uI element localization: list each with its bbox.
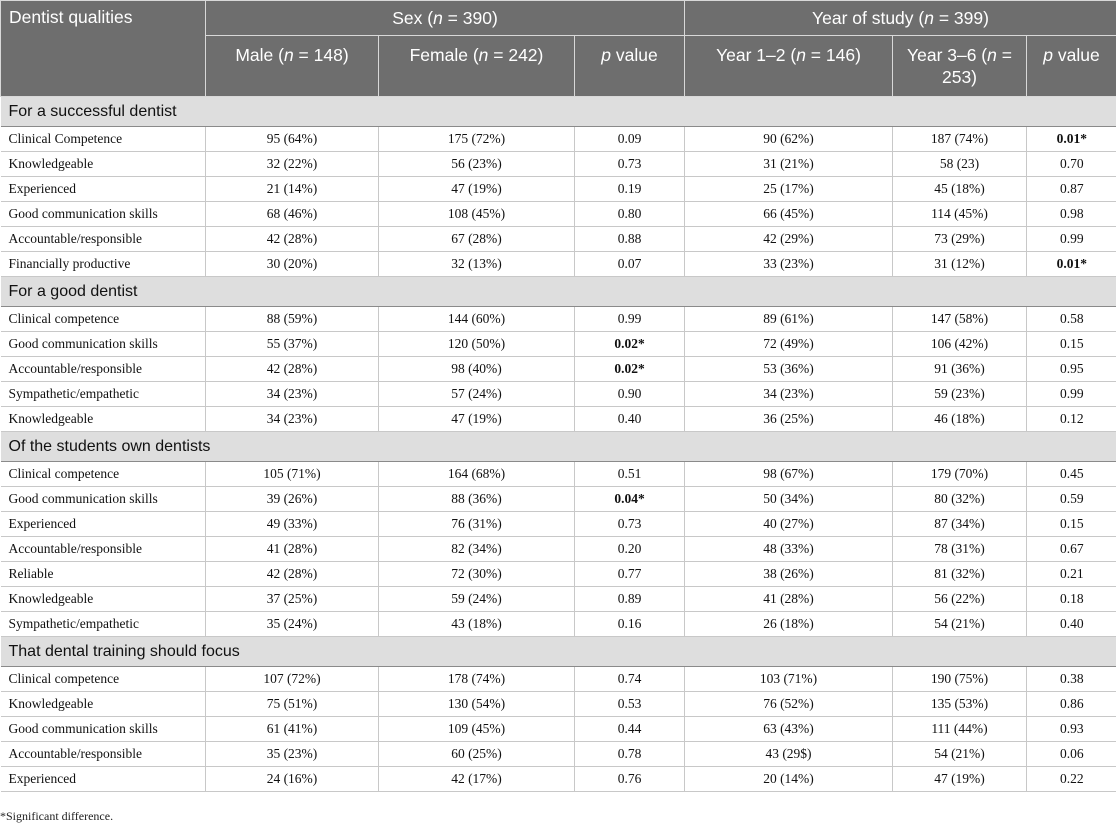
- header-year-1-2: Year 1–2 (n = 146): [685, 36, 893, 97]
- row-label: Experienced: [1, 767, 206, 792]
- row-label: Sympathetic/empathetic: [1, 382, 206, 407]
- table-cell: 41 (28%): [206, 537, 379, 562]
- table-cell: 33 (23%): [685, 252, 893, 277]
- table-cell: 80 (32%): [893, 487, 1027, 512]
- table-cell: 72 (30%): [379, 562, 575, 587]
- table-cell: 56 (22%): [893, 587, 1027, 612]
- row-label: Accountable/responsible: [1, 742, 206, 767]
- table-cell: 0.90: [575, 382, 685, 407]
- row-label: Good communication skills: [1, 717, 206, 742]
- table-cell: 98 (40%): [379, 357, 575, 382]
- section-title: For a good dentist: [1, 277, 1116, 307]
- table-cell: 0.95: [1027, 357, 1116, 382]
- row-label: Clinical Competence: [1, 127, 206, 152]
- table-cell: 0.89: [575, 587, 685, 612]
- header-year-3-6: Year 3–6 (n = 253): [893, 36, 1027, 97]
- table-header: [1, 1, 1116, 97]
- table-row: [1, 767, 1116, 792]
- table-cell: 67 (28%): [379, 227, 575, 252]
- table-cell: 0.19: [575, 177, 685, 202]
- table-cell: 68 (46%): [206, 202, 379, 227]
- table-row: [1, 177, 1116, 202]
- table-row: [1, 612, 1116, 637]
- table-row: [1, 202, 1116, 227]
- header-dentist-qualities: Dentist qualities: [1, 1, 206, 97]
- table-cell: 26 (18%): [685, 612, 893, 637]
- table-cell: 0.86: [1027, 692, 1116, 717]
- table-cell: 106 (42%): [893, 332, 1027, 357]
- table-row: [1, 512, 1116, 537]
- table-row: [1, 587, 1116, 612]
- table-cell: 0.22: [1027, 767, 1116, 792]
- table-cell: 37 (25%): [206, 587, 379, 612]
- table-cell: 0.12: [1027, 407, 1116, 432]
- table-cell: 87 (34%): [893, 512, 1027, 537]
- table-cell: 175 (72%): [379, 127, 575, 152]
- section-title: For a successful dentist: [1, 97, 1116, 127]
- table-cell: 42 (29%): [685, 227, 893, 252]
- table-cell: 90 (62%): [685, 127, 893, 152]
- table-cell: 63 (43%): [685, 717, 893, 742]
- table-cell: 0.70: [1027, 152, 1116, 177]
- table-cell: 0.01*: [1027, 127, 1116, 152]
- table-cell: 72 (49%): [685, 332, 893, 357]
- table-cell: 31 (21%): [685, 152, 893, 177]
- row-label: Clinical competence: [1, 667, 206, 692]
- section-title: Of the students own dentists: [1, 432, 1116, 462]
- table-cell: 0.38: [1027, 667, 1116, 692]
- row-label: Good communication skills: [1, 487, 206, 512]
- table-cell: 88 (36%): [379, 487, 575, 512]
- table-cell: 0.87: [1027, 177, 1116, 202]
- table-cell: 0.15: [1027, 332, 1116, 357]
- table-cell: 46 (18%): [893, 407, 1027, 432]
- table-cell: 0.15: [1027, 512, 1116, 537]
- table-cell: 48 (33%): [685, 537, 893, 562]
- table-cell: 0.09: [575, 127, 685, 152]
- table-cell: 59 (23%): [893, 382, 1027, 407]
- table-cell: 43 (18%): [379, 612, 575, 637]
- table-row: [1, 357, 1116, 382]
- table-row: [1, 227, 1116, 252]
- row-label: Knowledgeable: [1, 587, 206, 612]
- table-cell: 0.53: [575, 692, 685, 717]
- table-cell: 25 (17%): [685, 177, 893, 202]
- table-cell: 120 (50%): [379, 332, 575, 357]
- table-cell: 58 (23): [893, 152, 1027, 177]
- row-label: Good communication skills: [1, 202, 206, 227]
- row-label: Sympathetic/empathetic: [1, 612, 206, 637]
- table-row: [1, 127, 1116, 152]
- table-cell: 0.07: [575, 252, 685, 277]
- row-label: Knowledgeable: [1, 152, 206, 177]
- table-cell: 21 (14%): [206, 177, 379, 202]
- table-cell: 0.59: [1027, 487, 1116, 512]
- row-label: Clinical competence: [1, 462, 206, 487]
- table-cell: 34 (23%): [206, 382, 379, 407]
- table-cell: 78 (31%): [893, 537, 1027, 562]
- table-cell: 105 (71%): [206, 462, 379, 487]
- table-cell: 111 (44%): [893, 717, 1027, 742]
- table-row: [1, 152, 1116, 177]
- table-cell: 75 (51%): [206, 692, 379, 717]
- table-cell: 55 (37%): [206, 332, 379, 357]
- table-cell: 32 (13%): [379, 252, 575, 277]
- table-cell: 0.88: [575, 227, 685, 252]
- table-cell: 0.74: [575, 667, 685, 692]
- header-sex-group: Sex (n = 390): [206, 1, 685, 36]
- table-cell: 0.02*: [575, 357, 685, 382]
- table-row: [1, 382, 1116, 407]
- table-cell: 45 (18%): [893, 177, 1027, 202]
- row-label: Clinical competence: [1, 307, 206, 332]
- table-cell: 179 (70%): [893, 462, 1027, 487]
- table-cell: 130 (54%): [379, 692, 575, 717]
- table-cell: 35 (23%): [206, 742, 379, 767]
- table-cell: 61 (41%): [206, 717, 379, 742]
- table-cell: 49 (33%): [206, 512, 379, 537]
- table-cell: 81 (32%): [893, 562, 1027, 587]
- table-cell: 147 (58%): [893, 307, 1027, 332]
- table-cell: 36 (25%): [685, 407, 893, 432]
- row-label: Financially productive: [1, 252, 206, 277]
- header-year-p-value: p value: [1027, 36, 1116, 97]
- row-label: Knowledgeable: [1, 692, 206, 717]
- table-cell: 0.58: [1027, 307, 1116, 332]
- table-cell: 88 (59%): [206, 307, 379, 332]
- table-cell: 32 (22%): [206, 152, 379, 177]
- table-body: [1, 97, 1116, 792]
- table-cell: 50 (34%): [685, 487, 893, 512]
- table-cell: 40 (27%): [685, 512, 893, 537]
- table-cell: 38 (26%): [685, 562, 893, 587]
- table-cell: 103 (71%): [685, 667, 893, 692]
- table-cell: 135 (53%): [893, 692, 1027, 717]
- table-cell: 53 (36%): [685, 357, 893, 382]
- table-cell: 47 (19%): [379, 177, 575, 202]
- table-row: [1, 407, 1116, 432]
- table-cell: 20 (14%): [685, 767, 893, 792]
- row-label: Reliable: [1, 562, 206, 587]
- table-row: [1, 332, 1116, 357]
- table-cell: 0.18: [1027, 587, 1116, 612]
- table-cell: 0.40: [575, 407, 685, 432]
- table-cell: 0.16: [575, 612, 685, 637]
- table-cell: 60 (25%): [379, 742, 575, 767]
- table-cell: 82 (34%): [379, 537, 575, 562]
- table-cell: 41 (28%): [685, 587, 893, 612]
- table-cell: 144 (60%): [379, 307, 575, 332]
- row-label: Good communication skills: [1, 332, 206, 357]
- table-cell: 57 (24%): [379, 382, 575, 407]
- table-cell: 0.40: [1027, 612, 1116, 637]
- table-cell: 0.73: [575, 152, 685, 177]
- table-cell: 0.21: [1027, 562, 1116, 587]
- table-cell: 0.44: [575, 717, 685, 742]
- table-cell: 108 (45%): [379, 202, 575, 227]
- row-label: Knowledgeable: [1, 407, 206, 432]
- table-cell: 0.45: [1027, 462, 1116, 487]
- table-cell: 76 (52%): [685, 692, 893, 717]
- table-cell: 0.99: [1027, 382, 1116, 407]
- table-cell: 0.80: [575, 202, 685, 227]
- table-cell: 54 (21%): [893, 742, 1027, 767]
- table-cell: 34 (23%): [685, 382, 893, 407]
- table-cell: 30 (20%): [206, 252, 379, 277]
- table-cell: 0.77: [575, 562, 685, 587]
- table-row: [1, 487, 1116, 512]
- table-cell: 34 (23%): [206, 407, 379, 432]
- table-cell: 0.78: [575, 742, 685, 767]
- table-cell: 107 (72%): [206, 667, 379, 692]
- table-cell: 95 (64%): [206, 127, 379, 152]
- table-cell: 0.98: [1027, 202, 1116, 227]
- table-cell: 0.01*: [1027, 252, 1116, 277]
- footnote: *Significant difference.: [0, 809, 114, 823]
- table-row: [1, 692, 1116, 717]
- row-label: Accountable/responsible: [1, 537, 206, 562]
- header-sex-p-value: p value: [575, 36, 685, 97]
- table-row: [1, 252, 1116, 277]
- table-cell: 42 (28%): [206, 562, 379, 587]
- table-cell: 47 (19%): [893, 767, 1027, 792]
- table-cell: 190 (75%): [893, 667, 1027, 692]
- row-label: Experienced: [1, 512, 206, 537]
- table-cell: 98 (67%): [685, 462, 893, 487]
- table-cell: 0.04*: [575, 487, 685, 512]
- table-row: [1, 742, 1116, 767]
- table-cell: 0.02*: [575, 332, 685, 357]
- table-row: [1, 717, 1116, 742]
- table-cell: 114 (45%): [893, 202, 1027, 227]
- table-cell: 89 (61%): [685, 307, 893, 332]
- table-row: [1, 667, 1116, 692]
- table-cell: 43 (29$): [685, 742, 893, 767]
- table-cell: 91 (36%): [893, 357, 1027, 382]
- table-cell: 59 (24%): [379, 587, 575, 612]
- table-cell: 76 (31%): [379, 512, 575, 537]
- table-cell: 0.99: [575, 307, 685, 332]
- header-year-group: Year of study (n = 399): [685, 1, 1116, 36]
- table-row: [1, 462, 1116, 487]
- table-cell: 42 (17%): [379, 767, 575, 792]
- table-cell: 0.20: [575, 537, 685, 562]
- table-cell: 35 (24%): [206, 612, 379, 637]
- table-cell: 73 (29%): [893, 227, 1027, 252]
- table-cell: 42 (28%): [206, 357, 379, 382]
- section-title: That dental training should focus: [1, 637, 1116, 667]
- table-cell: 0.51: [575, 462, 685, 487]
- table-cell: 0.67: [1027, 537, 1116, 562]
- table-cell: 31 (12%): [893, 252, 1027, 277]
- table-cell: 47 (19%): [379, 407, 575, 432]
- table-cell: 54 (21%): [893, 612, 1027, 637]
- header-female: Female (n = 242): [379, 36, 575, 97]
- table-cell: 164 (68%): [379, 462, 575, 487]
- section-header-row: [1, 432, 1116, 462]
- table-cell: 0.76: [575, 767, 685, 792]
- row-label: Experienced: [1, 177, 206, 202]
- table-cell: 42 (28%): [206, 227, 379, 252]
- row-label: Accountable/responsible: [1, 357, 206, 382]
- table-cell: 0.93: [1027, 717, 1116, 742]
- table-cell: 109 (45%): [379, 717, 575, 742]
- table-cell: 56 (23%): [379, 152, 575, 177]
- table-cell: 0.99: [1027, 227, 1116, 252]
- table-cell: 187 (74%): [893, 127, 1027, 152]
- row-label: Accountable/responsible: [1, 227, 206, 252]
- table-row: [1, 562, 1116, 587]
- table-cell: 66 (45%): [685, 202, 893, 227]
- table-row: [1, 307, 1116, 332]
- section-header-row: [1, 277, 1116, 307]
- table-cell: 24 (16%): [206, 767, 379, 792]
- section-header-row: [1, 637, 1116, 667]
- table-cell: 39 (26%): [206, 487, 379, 512]
- table-cell: 0.06: [1027, 742, 1116, 767]
- table-cell: 178 (74%): [379, 667, 575, 692]
- table-cell: 0.73: [575, 512, 685, 537]
- table-row: [1, 537, 1116, 562]
- header-male: Male (n = 148): [206, 36, 379, 97]
- section-header-row: [1, 97, 1116, 127]
